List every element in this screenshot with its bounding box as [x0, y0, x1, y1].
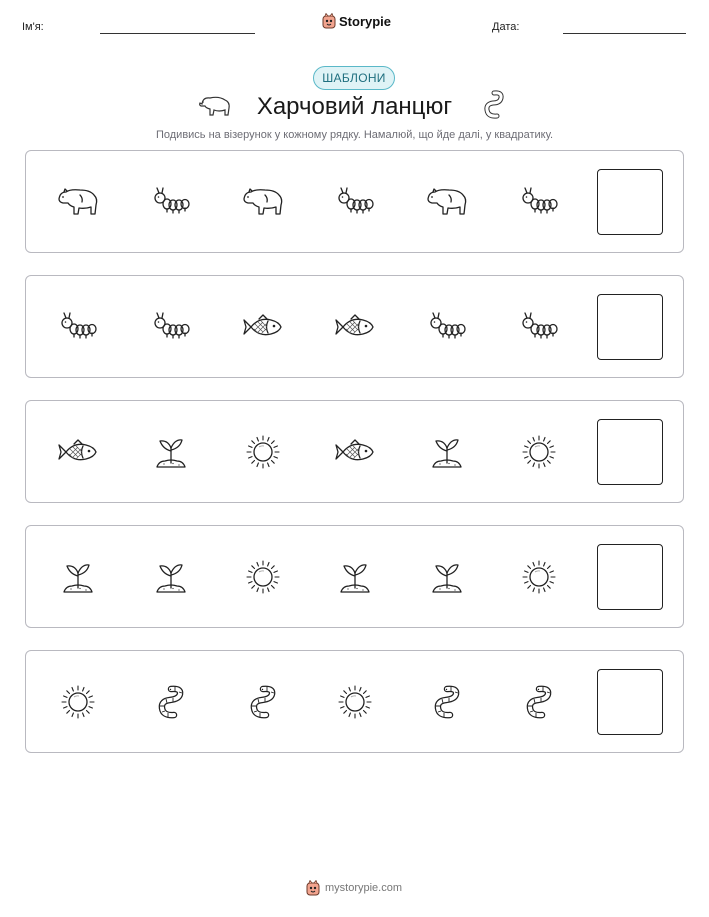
answer-box[interactable]: [597, 419, 663, 485]
caterpillar-icon: [425, 308, 469, 346]
worm-icon: [149, 683, 193, 721]
fish-icon: [56, 433, 100, 471]
name-line[interactable]: [100, 33, 255, 34]
sprout-icon: [149, 433, 193, 471]
storypie-logo-icon: [306, 880, 320, 896]
caterpillar-icon: [517, 308, 561, 346]
sprout-icon: [425, 433, 469, 471]
sprout-icon: [56, 558, 100, 596]
sun-icon: [333, 683, 377, 721]
pattern-row-2: [25, 275, 684, 378]
sprout-icon: [149, 433, 193, 471]
caterpillar-icon: [517, 183, 561, 221]
caterpillar-icon: [149, 183, 193, 221]
bear-icon: [425, 183, 469, 221]
date-label: Дата:: [492, 21, 520, 33]
bear-icon: [241, 183, 285, 221]
sun-icon: [517, 433, 561, 471]
caterpillar-icon: [333, 183, 377, 221]
fish-icon: [333, 308, 377, 346]
worm-icon: [517, 683, 561, 721]
caterpillar-icon: [425, 308, 469, 346]
storypie-logo-icon: [322, 13, 336, 29]
pattern-row-4: [25, 525, 684, 628]
page-title: Харчовий ланцюг: [256, 93, 453, 120]
pattern-row-3: [25, 400, 684, 503]
answer-box[interactable]: [597, 669, 663, 735]
caterpillar-icon: [333, 183, 377, 221]
pattern-row-1: [25, 150, 684, 253]
sprout-icon: [149, 558, 193, 596]
answer-box[interactable]: [597, 544, 663, 610]
footer: [306, 880, 402, 896]
worm-icon: [425, 683, 469, 721]
sprout-icon: [333, 558, 377, 596]
sun-icon: [56, 683, 100, 721]
sprout-icon: [425, 558, 469, 596]
sprout-icon: [425, 433, 469, 471]
sprout-icon: [149, 558, 193, 596]
bear-icon: [241, 183, 285, 221]
fish-icon: [241, 308, 285, 346]
sun-icon: [241, 433, 285, 471]
sprout-icon: [56, 558, 100, 596]
instructions: Подивись на візерунок у кожному рядку. Намалюй, що йде далі, у квадратику.: [155, 129, 554, 141]
templates-badge[interactable]: ШАБЛОНИ: [313, 66, 395, 90]
answer-box[interactable]: [597, 169, 663, 235]
fish-icon: [333, 433, 377, 471]
worm-icon: [425, 683, 469, 721]
sun-icon: [517, 558, 561, 596]
bear-icon: [56, 183, 100, 221]
caterpillar-icon: [517, 183, 561, 221]
fish-icon: [333, 308, 377, 346]
caterpillar-icon: [56, 308, 100, 346]
storypie-logo: [322, 13, 391, 29]
bear-icon: [425, 183, 469, 221]
worm-icon: [480, 89, 508, 121]
footer-url[interactable]: mystorypie.com: [325, 882, 403, 894]
fish-icon: [333, 433, 377, 471]
sprout-icon: [425, 558, 469, 596]
date-line[interactable]: [563, 33, 686, 34]
sun-icon: [241, 558, 285, 596]
fish-icon: [56, 433, 100, 471]
caterpillar-icon: [56, 308, 100, 346]
worm-icon: [517, 683, 561, 721]
sun-icon: [517, 558, 561, 596]
worm-icon: [149, 683, 193, 721]
sun-icon: [517, 433, 561, 471]
caterpillar-icon: [149, 183, 193, 221]
sun-icon: [56, 683, 100, 721]
sun-icon: [241, 558, 285, 596]
fish-icon: [241, 308, 285, 346]
sun-icon: [241, 433, 285, 471]
caterpillar-icon: [149, 308, 193, 346]
worm-icon: [241, 683, 285, 721]
answer-box[interactable]: [597, 294, 663, 360]
sprout-icon: [333, 558, 377, 596]
brand-name: Storypie: [339, 13, 392, 29]
name-label: Ім'я:: [22, 21, 44, 33]
worm-icon: [241, 683, 285, 721]
caterpillar-icon: [149, 308, 193, 346]
caterpillar-icon: [517, 308, 561, 346]
pattern-row-5: [25, 650, 684, 753]
sun-icon: [333, 683, 377, 721]
bear-icon: [56, 183, 100, 221]
